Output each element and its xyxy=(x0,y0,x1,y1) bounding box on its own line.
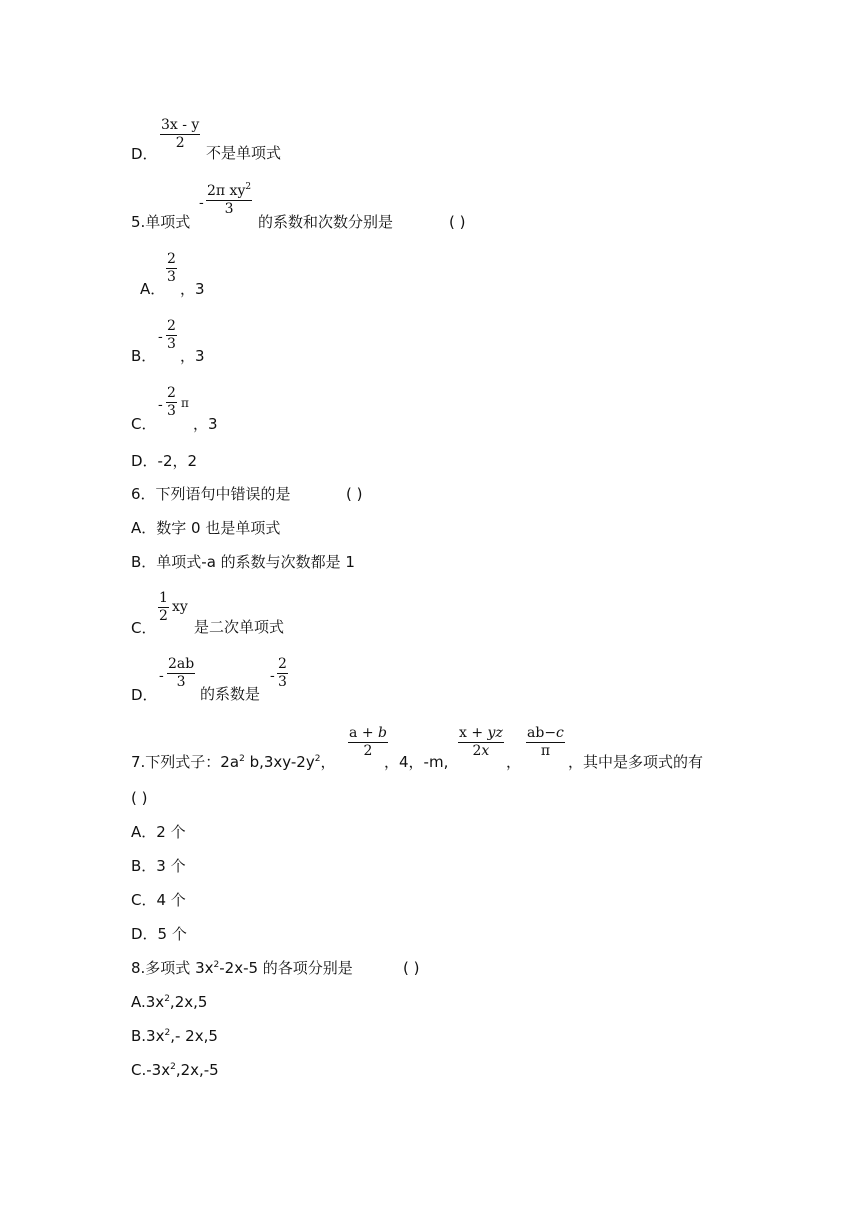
numerator: 2ab xyxy=(168,656,195,672)
pi-symbol: π xyxy=(181,396,189,410)
q5-option-c-rest: ，3 xyxy=(193,415,218,433)
q7-stem-prefix: 7.下列式子：$2a^2$ $b,3xy-2y^2$， xyxy=(131,753,336,771)
denominator: π xyxy=(540,743,551,759)
minus-sign: - xyxy=(270,668,275,684)
numerator: 2 xyxy=(167,385,176,401)
q6-answer-paren: ( ) xyxy=(346,485,363,503)
q6-option-c-text: 是二次单项式 xyxy=(194,618,285,636)
q7-option-d: D．5 个 xyxy=(131,925,187,943)
fraction-2-over-3 xyxy=(277,656,288,691)
numerator: x + yz xyxy=(459,725,503,741)
q5-minus-sign: - xyxy=(199,195,204,211)
numerator: 1 xyxy=(159,590,168,606)
q5-option-a-label: A． xyxy=(140,280,166,298)
q5-stem-prefix: 5.单项式 xyxy=(131,213,191,231)
denominator: 3 xyxy=(167,269,176,285)
denominator: 3 xyxy=(167,336,176,352)
q7-option-b: B．3 个 xyxy=(131,857,186,875)
fraction-3x-y-over-2 xyxy=(160,117,200,152)
denominator: 3 xyxy=(224,201,234,217)
q7-stem-suffix: ，其中是多项式的有 xyxy=(568,753,704,771)
denominator: 3 xyxy=(176,674,186,690)
q8-stem: 8.多项式 $3x^2-2x-5$ 的各项分别是 xyxy=(131,959,353,977)
numerator: a + b xyxy=(349,725,387,741)
numerator: 3x - y xyxy=(161,117,200,133)
q4-option-d-label: D． xyxy=(131,145,158,163)
denominator: 3 xyxy=(278,674,287,690)
q8-option-c: $C.-3x^2,2x,-5$ xyxy=(131,1061,219,1079)
q7-answer-paren: ( ) xyxy=(131,789,148,807)
q6-option-d-text: 的系数是 xyxy=(200,685,261,703)
q6-option-c-label: C． xyxy=(131,619,157,637)
minus-sign: - xyxy=(158,397,163,413)
q5-option-d: D．-2，2 xyxy=(131,452,198,470)
fraction-2-over-3 xyxy=(166,318,177,353)
denominator: 2 xyxy=(175,135,185,151)
numerator: ab−c xyxy=(527,725,564,741)
q6-option-d-label: D． xyxy=(131,686,158,704)
q5-option-c-label: C． xyxy=(131,415,157,433)
fraction-x-plus-yz-over-2x xyxy=(458,725,504,760)
q6-option-a: A．数字 0 也是单项式 xyxy=(131,519,281,537)
q5-option-b-rest: ，3 xyxy=(180,347,205,365)
fraction-1-over-2 xyxy=(158,590,169,625)
q5-stem-suffix: 的系数和次数分别是 xyxy=(258,213,394,231)
numerator: 2π $xy^2$ xyxy=(207,182,252,199)
fraction-a-plus-b-over-2 xyxy=(348,725,388,760)
variable-xy: xy xyxy=(172,599,188,615)
q8-option-a: $A.3x^2,2x,5$ xyxy=(131,993,208,1011)
q8-answer-paren: ( ) xyxy=(403,959,420,977)
q7-comma: ， xyxy=(506,753,522,771)
fraction-ab-minus-c-over-pi xyxy=(526,725,565,760)
q7-option-a: A．2 个 xyxy=(131,823,186,841)
denominator: 2x xyxy=(472,743,490,759)
q6-stem: 6．下列语句中错误的是 xyxy=(131,485,291,503)
minus-sign: - xyxy=(158,329,163,345)
q7-stem-middle: ，4，-m, xyxy=(384,753,449,771)
denominator: 3 xyxy=(167,403,176,419)
q4-option-d-text: 不是单项式 xyxy=(206,144,282,162)
q6-option-b: B．单项式-a 的系数与次数都是 1 xyxy=(131,553,355,571)
denominator: 2 xyxy=(159,608,168,624)
q5-monomial-fraction xyxy=(206,183,252,218)
fraction-2ab-over-3 xyxy=(167,656,195,691)
q5-answer-paren: ( ) xyxy=(449,213,466,231)
fraction-2-over-3 xyxy=(166,385,177,420)
q5-option-a-rest: ，3 xyxy=(180,280,205,298)
q8-option-b: $B.3x^2,-$ 2x,5 xyxy=(131,1027,218,1045)
denominator: 2 xyxy=(363,743,373,759)
q7-option-c: C．4 个 xyxy=(131,891,186,909)
numerator: 2 xyxy=(167,318,176,334)
fraction-2-over-3 xyxy=(166,251,177,286)
minus-sign: - xyxy=(159,668,164,684)
numerator: 2 xyxy=(167,251,176,267)
numerator: 2 xyxy=(278,656,287,672)
q5-option-b-label: B． xyxy=(131,347,157,365)
